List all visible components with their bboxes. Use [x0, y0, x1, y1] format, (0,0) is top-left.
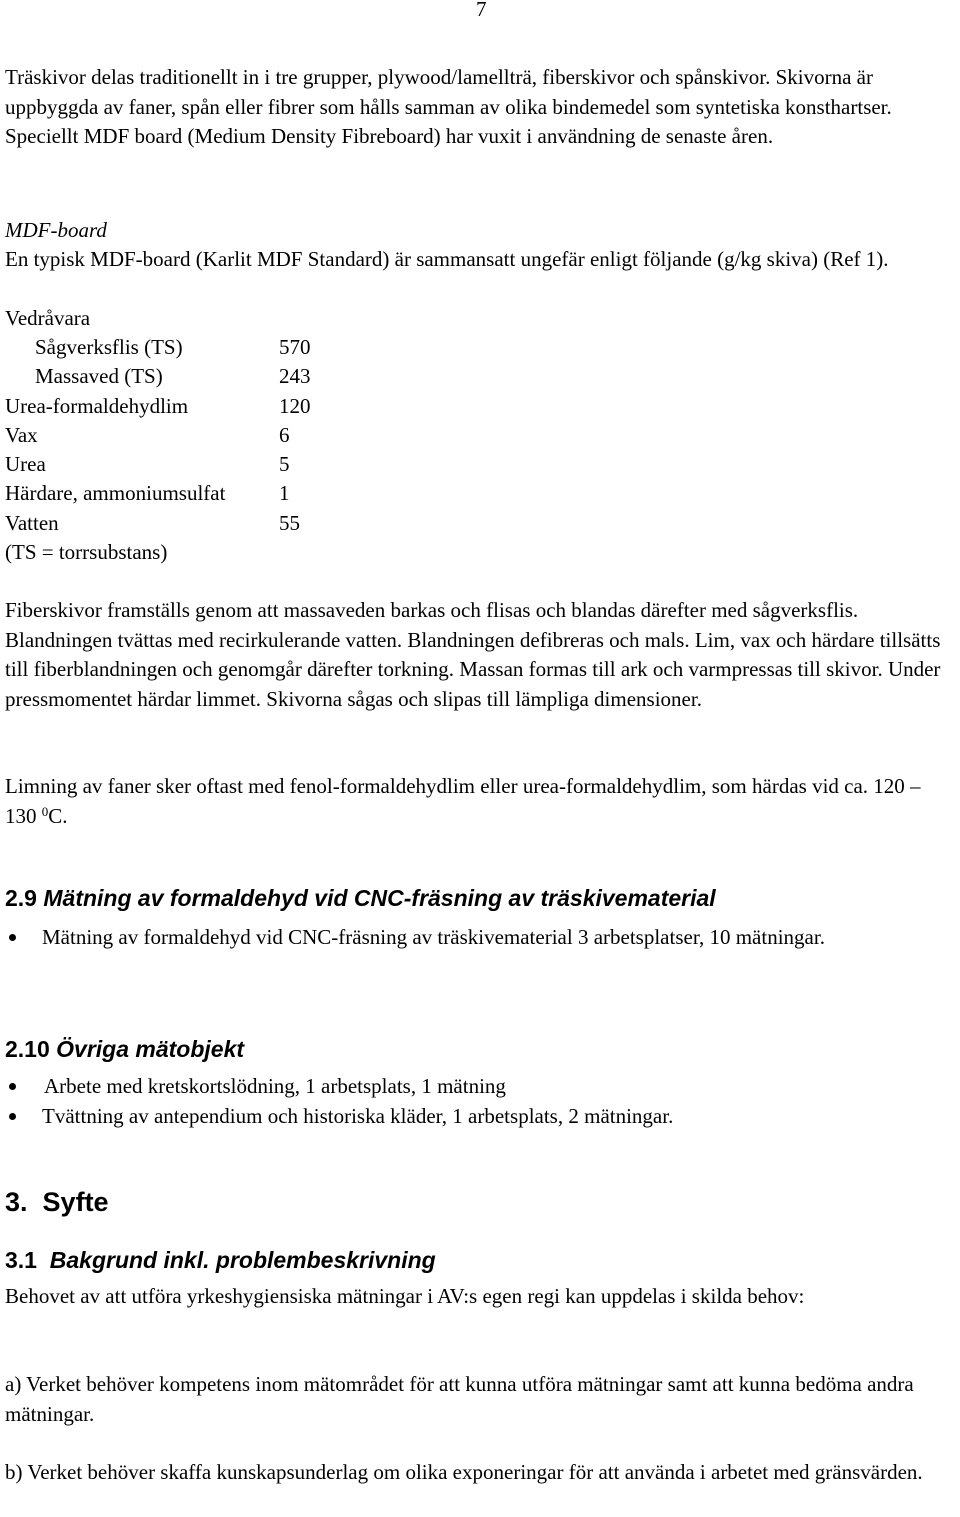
bullet-icon: [9, 1083, 16, 1090]
intro-paragraph: Träskivor delas traditionellt in i tre grupper, plywood/lamellträ, fiberskivor och spånskivor. Skivorna är uppbyggda av faner, spån eller fibrer som hålls samman av olika bindemedel som syntetiska konsthartser. Speciellt MDF board (Medium Density Fibreboard) har vuxit i användning de senaste åren.: [5, 65, 892, 148]
composition-row-value: 120: [279, 393, 311, 418]
mdf-intro-paragraph: En typisk MDF-board (Karlit MDF Standard) är sammansatt ungefär enligt följande (g/kg skiva) (Ref 1).: [5, 247, 889, 271]
composition-row: [5, 333, 405, 362]
glue-paragraph-unit: C.: [48, 803, 68, 828]
composition-table: [5, 333, 405, 538]
composition-row: [5, 392, 405, 421]
composition-row-name: Urea: [5, 452, 46, 477]
composition-row-name: Vax: [5, 422, 38, 447]
composition-row-name: Sågverksflis (TS): [35, 335, 183, 359]
section-title: Övriga mätobjekt: [56, 1036, 245, 1062]
composition-row-name: Härdare, ammoniumsulfat: [5, 481, 226, 506]
composition-row-value: 243: [279, 364, 311, 389]
degree-superscript: 0: [41, 803, 49, 819]
composition-row-value: 1: [279, 481, 290, 506]
process-paragraph: Fiberskivor framställs genom att massaveden barkas och flisas och blandas därefter med sågverksflis. Blandningen tvättas med recirkulerande vatten. Blandningen defibreras och mals. Lim, vax och härdare tillsätts till fiberblandningen och genomgår därefter torkning. Massan formas till ark och varmpressas till skivor. Under pressmomentet härdar limmet. Skivorna sågas och slipas till lämpliga dimensioner.: [5, 598, 941, 711]
section-number: 2.9: [5, 885, 37, 911]
composition-row-name: Massaved (TS): [35, 364, 163, 389]
composition-row: [5, 479, 405, 508]
mdf-subheading: MDF-board: [5, 218, 107, 242]
bullet-text: Tvättning av antependium och historiska kläder, 1 arbetsplats, 2 mätningar.: [42, 1104, 674, 1128]
section-number: 3.: [5, 1187, 28, 1217]
background-paragraph: Behovet av att utföra yrkeshygiensiska mätningar i AV:s egen regi kan uppdelas i skilda behov:: [5, 1284, 805, 1308]
section-2-10-heading: [5, 1034, 244, 1064]
bullet-text: Mätning av formaldehyd vid CNC-fräsning av träskivematerial 3 arbetsplatser, 10 mätningar.: [42, 925, 825, 949]
glue-paragraph: [5, 772, 955, 831]
bullet-item: [5, 1102, 945, 1132]
bullet-text: Arbete med kretskortslödning, 1 arbetsplats, 1 mätning: [44, 1074, 506, 1098]
list-item-a: a) Verket behöver kompetens inom mätområdet för att kunna utföra mätningar samt att kunna bedöma andra mätningar.: [5, 1372, 914, 1426]
section-number: 2.10: [5, 1036, 50, 1062]
section-title: Mätning av formaldehyd vid CNC-fräsning av träskivematerial: [43, 885, 716, 911]
composition-group-label: Vedråvara: [5, 306, 91, 330]
list-item-b: b) Verket behöver skaffa kunskapsunderlag om olika exponeringar för att använda i arbetet med gränsvärden.: [5, 1460, 923, 1484]
bullet-icon: [9, 1113, 16, 1120]
bullet-item: [5, 1072, 945, 1102]
composition-row-value: 5: [279, 452, 290, 477]
composition-row-name: Vatten: [5, 510, 59, 535]
composition-row-value: 570: [279, 335, 311, 359]
section-title: Bakgrund inkl. problembeskrivning: [49, 1247, 436, 1273]
composition-row-name: Urea-formaldehydlim: [5, 393, 189, 418]
composition-row: [5, 509, 405, 538]
composition-row: [5, 362, 405, 391]
section-number: 3.1: [5, 1247, 37, 1273]
glue-paragraph-text: Limning av faner sker oftast med fenol-formaldehydlim eller urea-formaldehydlim, som härdas vid ca. 120 – 130: [5, 774, 921, 828]
composition-row: [5, 450, 405, 479]
composition-footnote: (TS = torrsubstans): [5, 540, 168, 564]
composition-row: [5, 421, 405, 450]
composition-row-value: 6: [279, 422, 290, 447]
page-number: 7: [476, 0, 487, 21]
section-title: Syfte: [42, 1187, 109, 1217]
composition-row-value: 55: [279, 510, 300, 535]
section-3-heading: [5, 1187, 109, 1217]
bullet-item: [5, 923, 945, 953]
section-2-9-heading: [5, 883, 716, 913]
section-3-1-heading: [5, 1245, 436, 1275]
bullet-icon: [9, 934, 16, 941]
